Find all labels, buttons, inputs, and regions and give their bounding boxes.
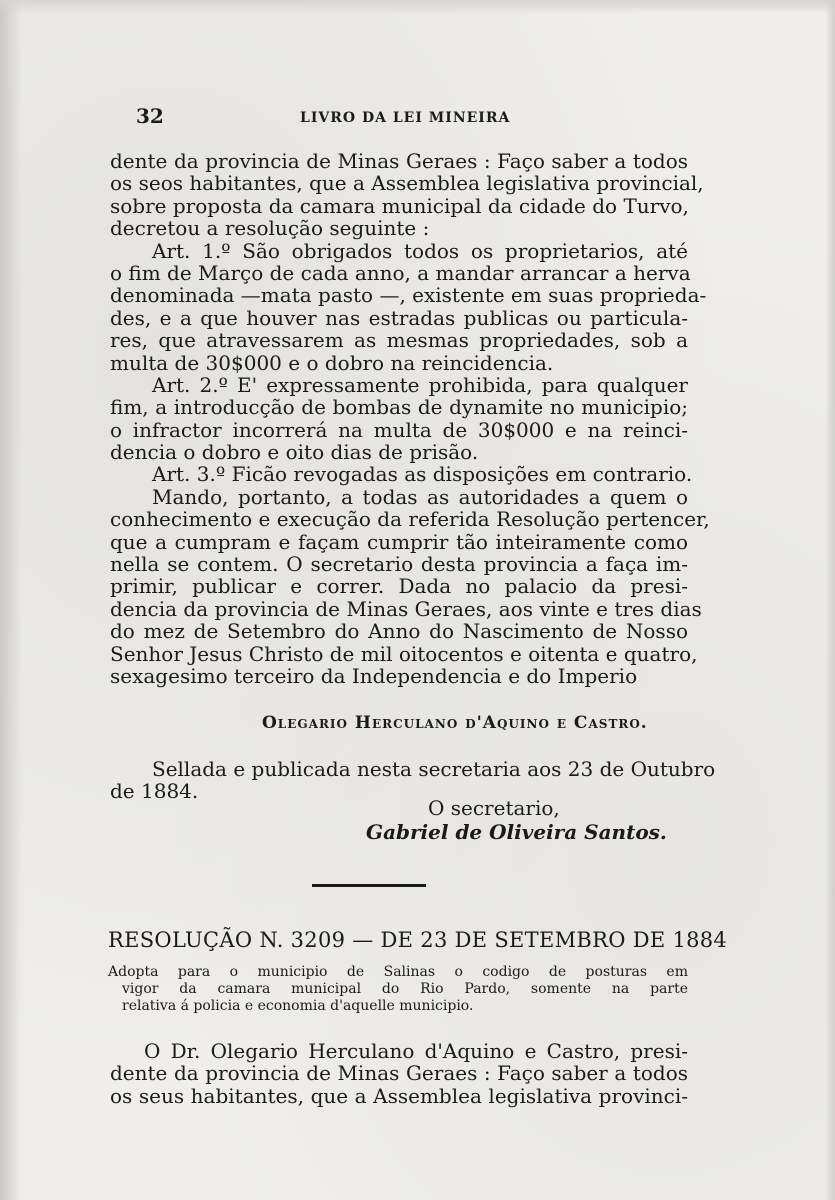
resolution-summary xyxy=(108,964,688,1015)
summary-line: vigor da camara municipal do Rio Pardo, somente na parte xyxy=(122,981,688,997)
main-text xyxy=(110,149,710,688)
resolution-body-line: O Dr. Olegario Herculano d'Aquino e Castro, presi- xyxy=(144,1039,688,1063)
summary-line: Adopta para o municipio de Salinas o codigo de posturas em xyxy=(108,964,688,980)
article-3-line: Art. 3.º Ficão revogadas as disposições em contrario. xyxy=(152,462,693,487)
resolution-body xyxy=(110,1040,688,1107)
mando-line: primir, publicar e correr. Dada no palacio da presi- xyxy=(110,574,688,599)
article-1-line: denominada —mata pasto —, existente em suas proprieda- xyxy=(110,283,707,308)
mando-line: nella se contem. O secretario desta provincia a faça im- xyxy=(110,552,688,577)
mando-line: Senhor Jesus Christo de mil oitocentos e oitenta e quatro, xyxy=(110,641,698,666)
article-1-line: multa de 30$000 e o dobro na reincidencia. xyxy=(110,350,554,375)
article-1-line: Art. 1.º São obrigados todos os proprietarios, até xyxy=(152,238,688,263)
mando-line: Mando, portanto, a todas as autoridades a quem o xyxy=(152,484,688,509)
article-2-line: o infractor incorrerá na multa de 30$000 e na reinci- xyxy=(110,417,688,442)
publication-line: Sellada e publicada nesta secretaria aos 23 de Outubro xyxy=(152,757,716,781)
article-2-line: Art. 2.º E' expressamente prohibida, para qualquer xyxy=(152,372,688,397)
resolution-body-line: os seus habitantes, que a Assemblea legislativa provinci- xyxy=(110,1083,688,1108)
resolution-body-line: dente da provincia de Minas Geraes : Faço saber a todos xyxy=(110,1061,688,1086)
article-1-line: o fim de Março de cada anno, a mandar arrancar a herva xyxy=(110,260,691,285)
text-line: os seos habitantes, que a Assemblea legislativa provincial, xyxy=(110,171,704,196)
page-number: 32 xyxy=(136,104,164,128)
article-1-line: res, que atravessarem as mesmas propriedades, sob a xyxy=(110,328,688,353)
article-2-line: dencia o dobro e oito dias de prisão. xyxy=(110,440,479,465)
mando-line: conhecimento e execução da referida Resolução pertencer, xyxy=(110,507,710,532)
publication-line: de 1884. xyxy=(110,779,199,804)
mando-line: dencia da provincia de Minas Geraes, aos vinte e tres dias xyxy=(110,596,702,621)
article-2-line: fim, a introducção de bombas de dynamite no municipio; xyxy=(110,395,688,420)
resolution-title: RESOLUÇÃO N. 3209 — DE 23 DE SETEMBRO DE 1884 xyxy=(108,928,728,952)
text-line: dente da provincia de Minas Geraes : Faço saber a todos xyxy=(110,149,688,173)
governor-signature: Olegario Herculano d'Aquino e Castro. xyxy=(262,713,648,733)
summary-line: relativa á policia e economia d'aquelle municipio. xyxy=(122,998,474,1014)
mando-line: sexagesimo terceiro da Independencia e do Imperio xyxy=(110,663,638,688)
secretary-name: Gabriel de Oliveira Santos. xyxy=(366,820,667,844)
page-shadow-right xyxy=(825,0,835,1200)
text-line: sobre proposta da camara municipal da cidade do Turvo, xyxy=(110,193,689,218)
mando-line: do mez de Setembro do Anno do Nascimento de Nosso xyxy=(110,619,688,644)
secretary-title: O secretario, xyxy=(428,796,560,820)
section-divider xyxy=(312,884,426,887)
page-header xyxy=(0,104,835,134)
mando-line: que a cumpram e façam cumprir tão inteiramente como xyxy=(110,529,688,554)
article-1-line: des, e a que houver nas estradas publicas ou particula- xyxy=(110,305,688,330)
page-shadow-left xyxy=(0,0,22,1200)
running-head: LIVRO DA LEI MINEIRA xyxy=(300,110,511,126)
publication-note xyxy=(110,757,716,804)
text-line: decretou a resolução seguinte : xyxy=(110,216,430,241)
page-shadow-top xyxy=(0,0,835,14)
